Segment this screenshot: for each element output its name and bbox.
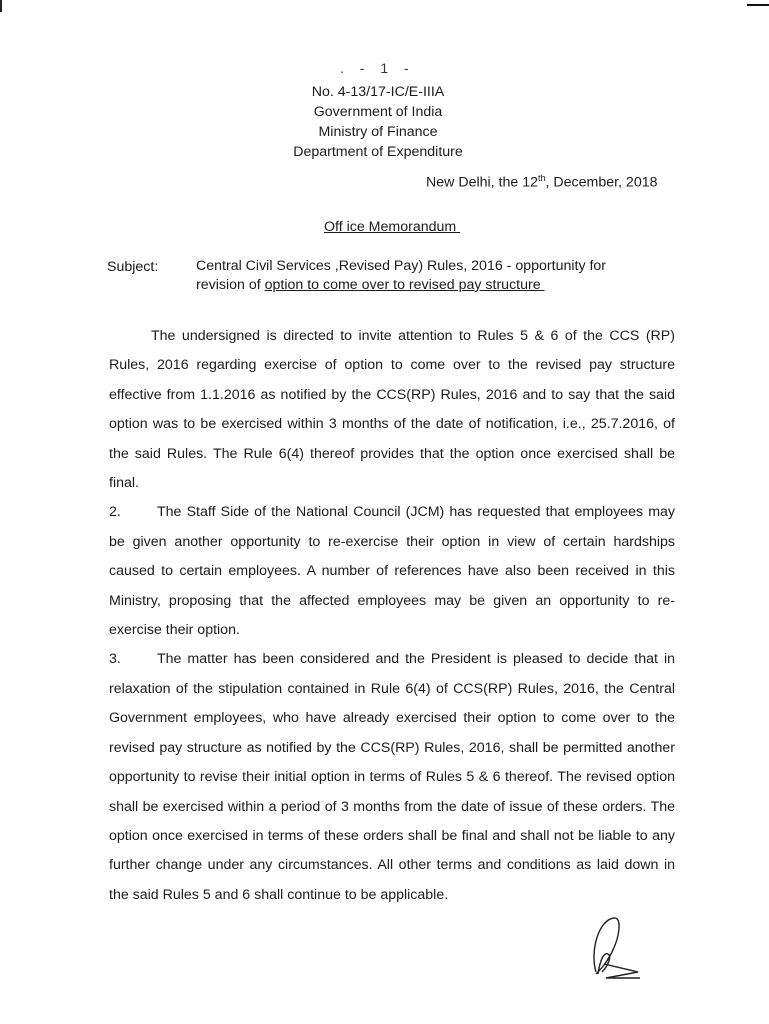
date-line	[426, 173, 658, 191]
memo-body	[109, 322, 675, 910]
paragraph-2	[109, 498, 675, 645]
paragraph-1-text: The undersigned is directed to invite attention to Rules 5 & 6 of the CCS (RP) Rules, 2016 regarding exercise of option to come over to the revised pay structure effective from 1.1.2016 as notified by the CCS(RP) Rules, 2016 and to say that the said option was to be exercised within 3 months of the date of notification, i.e., 25.7.2016, of the said Rules. The Rule 6(4) thereof provides that the option once exercised shall be final.	[109, 328, 675, 492]
signature-icon	[584, 912, 654, 982]
memo-title: Off ice Memorandum	[324, 219, 461, 235]
date-prefix: New Delhi, the 12	[426, 174, 538, 191]
subject-text	[196, 257, 666, 295]
paragraph-2-text: The Staff Side of the National Council (JCM) has requested that employees may be given another opportunity to re-exercise their option in view of certain hardships caused to certain employees. A number of references have also been received in this Ministry, proposing that the affected employees may be given an opportunity to re-exercise their option.	[109, 504, 675, 639]
page-marker: . - 1 -	[340, 60, 415, 76]
subject-line-1: Central Civil Services ,Revised Pay) Rules, 2016 - opportunity for	[196, 258, 607, 274]
document-header	[228, 82, 528, 162]
file-number: No. 4-13/17-IC/E-IIIA	[311, 84, 445, 100]
subject-line-2-plain: revision of	[196, 277, 265, 293]
date-ordinal: th	[537, 173, 546, 183]
subject-label: Subject:	[107, 259, 159, 275]
subject-line-2-underlined: option to come over to revised pay structure	[264, 277, 545, 293]
scan-edge-mark	[747, 4, 769, 6]
subject-line-2	[196, 276, 666, 295]
department-name: Department of Expenditure	[293, 144, 463, 160]
date-rest: , December, 2018	[545, 174, 658, 191]
ministry-name: Ministry of Finance	[318, 124, 438, 140]
paragraph-3	[109, 645, 675, 910]
paragraph-1	[109, 322, 675, 498]
paragraph-number: 2.	[109, 504, 121, 521]
scan-edge-mark	[0, 0, 2, 12]
paragraph-number: 3.	[109, 651, 121, 668]
paragraph-3-text: The matter has been considered and the President is pleased to decide that in relaxation of the stipulation contained in Rule 6(4) of CCS(RP) Rules, 2016, the Central Government employees, who have already exercised their option to come over to the revised pay structure as notified by the CCS(RP) Rules, 2016, shall be permitted another opportunity to revise their initial option in terms of Rules 5 & 6 thereof. The revised option shall be exercised within a period of 3 months from the date of issue of these orders. The option once exercised in terms of these orders shall be final and shall not be liable to any further change under any circumstances. All other terms and conditions as laid down in the said Rules 5 and 6 shall continue to be applicable.	[109, 651, 675, 903]
government-name: Government of India	[313, 104, 443, 120]
